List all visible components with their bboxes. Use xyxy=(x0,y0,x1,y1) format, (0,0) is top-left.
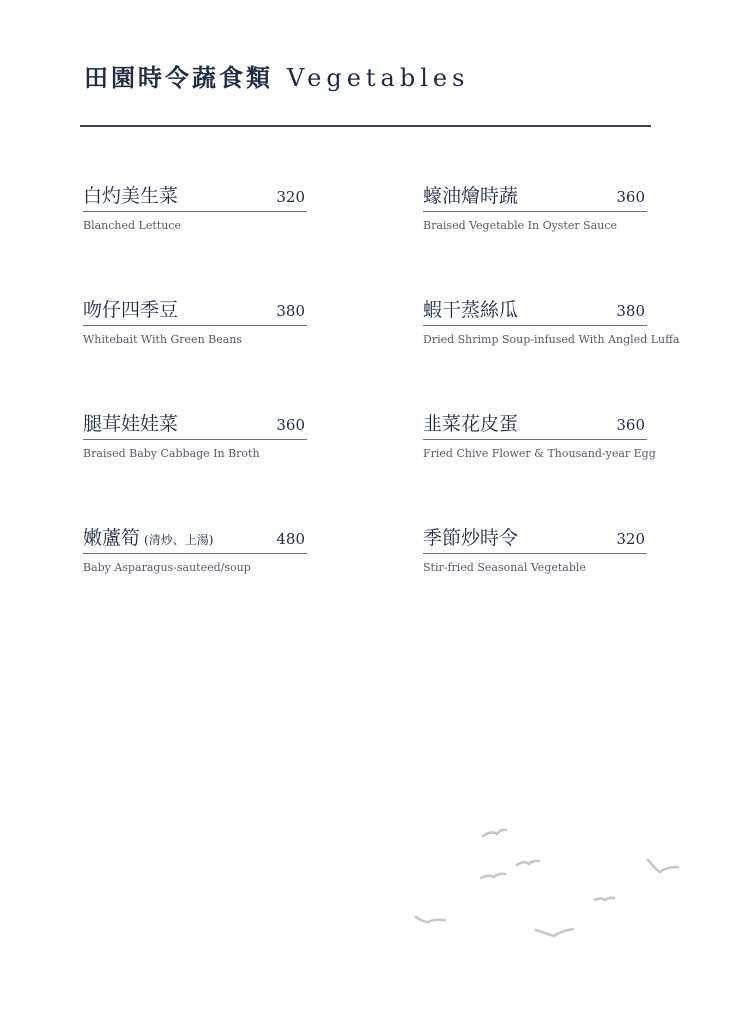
menu-item-whitebait-green-beans xyxy=(83,290,307,346)
menu-item-row xyxy=(83,518,307,554)
menu-item-price: 320 xyxy=(276,188,305,206)
seagulls-icon xyxy=(405,820,695,950)
title-chinese: 田園時令蔬食類 xyxy=(84,63,273,92)
menu-item-english: Stir-fried Seasonal Vegetable xyxy=(423,561,586,574)
menu-item-row xyxy=(423,518,647,554)
menu-item-price: 360 xyxy=(616,188,645,206)
menu-item-baby-asparagus xyxy=(83,518,307,574)
menu-item-english: Blanched Lettuce xyxy=(83,219,181,232)
menu-item-english: Baby Asparagus-sauteed/soup xyxy=(83,561,251,574)
menu-item-price: 380 xyxy=(616,302,645,320)
menu-item-chive-flower-egg xyxy=(423,404,656,460)
menu-item-row xyxy=(423,290,647,326)
menu-item-row xyxy=(83,290,307,326)
menu-item-oyster-sauce-vegetable xyxy=(423,176,647,232)
menu-item-seasonal-vegetable xyxy=(423,518,647,574)
page-title xyxy=(84,58,469,93)
menu-item-angled-luffa xyxy=(423,290,680,346)
menu-item-row xyxy=(83,176,307,212)
menu-item-row xyxy=(83,404,307,440)
menu-item-baby-cabbage xyxy=(83,404,307,460)
menu-item-name: 吻仔四季豆 xyxy=(83,299,179,321)
header-divider xyxy=(80,125,651,127)
menu-item-price: 380 xyxy=(276,302,305,320)
menu-item-english: Dried Shrimp Soup-infused With Angled Luffa xyxy=(423,333,680,346)
menu-item-price: 360 xyxy=(616,416,645,434)
title-english: Vegetables xyxy=(287,64,470,92)
menu-item-row xyxy=(423,176,647,212)
menu-item-row xyxy=(423,404,647,440)
menu-item-name: 韭菜花皮蛋 xyxy=(423,413,519,435)
menu-item-price: 480 xyxy=(276,530,305,548)
menu-item-english: Braised Vegetable In Oyster Sauce xyxy=(423,219,617,232)
menu-item-blanched-lettuce xyxy=(83,176,307,232)
menu-item-english: Whitebait With Green Beans xyxy=(83,333,243,346)
menu-item-name: 嫩蘆筍 (清炒、上湯) xyxy=(83,527,214,549)
menu-item-price: 320 xyxy=(616,530,645,548)
menu-item-note: (清炒、上湯) xyxy=(144,533,214,547)
menu-item-english: Fried Chive Flower & Thousand-year Egg xyxy=(423,447,656,460)
menu-item-name: 蝦干蒸絲瓜 xyxy=(423,299,519,321)
menu-item-name: 腿茸娃娃菜 xyxy=(83,413,179,435)
menu-item-price: 360 xyxy=(276,416,305,434)
menu-item-name: 蠔油燴時蔬 xyxy=(423,185,519,207)
menu-item-name: 季節炒時令 xyxy=(423,527,519,549)
menu-item-english: Braised Baby Cabbage In Broth xyxy=(83,447,260,460)
menu-item-name: 白灼美生菜 xyxy=(83,185,179,207)
